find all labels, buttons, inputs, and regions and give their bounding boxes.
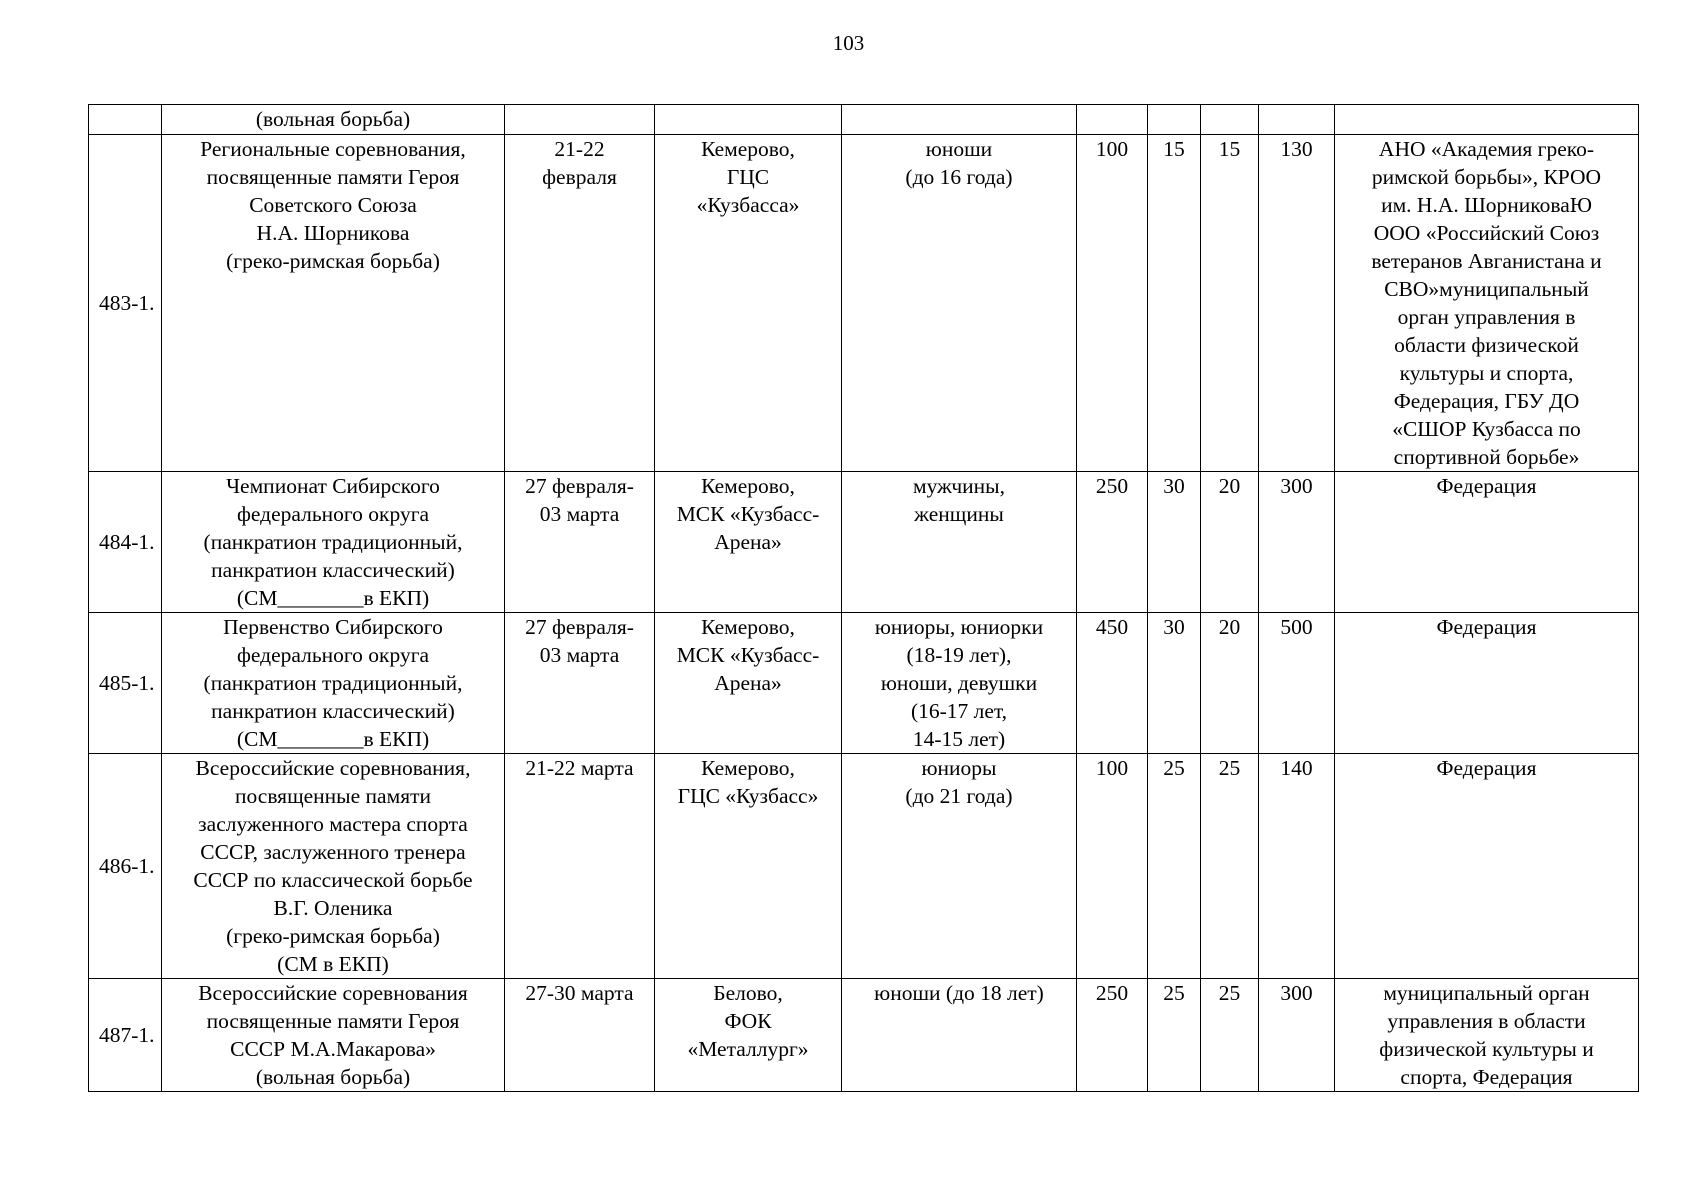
event-dates-cell: 27 февраля- 03 марта xyxy=(505,472,655,613)
event-place-cell: Кемерово, ГЦС «Кузбасса» xyxy=(655,135,842,472)
event-organizer-cell: Федерация xyxy=(1335,613,1639,754)
count-cell-3 xyxy=(1201,105,1259,135)
events-table xyxy=(88,104,1639,1092)
table-row xyxy=(89,979,1639,1092)
event-organizer-cell: муниципальный орган управления в области физической культуры и спорта, Федерация xyxy=(1335,979,1639,1092)
table-row xyxy=(89,135,1639,472)
event-name-cell: Всероссийские соревнования посвященные памяти Героя СССР М.А.Макарова» (вольная борьба) xyxy=(162,979,505,1092)
count-cell-1: 100 xyxy=(1077,754,1148,979)
event-number-cell: 486-1. xyxy=(89,754,162,979)
event-name-cell: Всероссийские соревнования, посвященные памяти заслуженного мастера спорта СССР, заслуженного тренера СССР по классической борьбе В.Г. Оленика (греко-римская борьба) (СМ в ЕКП) xyxy=(162,754,505,979)
event-place-cell: Белово, ФОК «Металлург» xyxy=(655,979,842,1092)
event-name-cell: Чемпионат Сибирского федерального округа (панкратион традиционный, панкратион классический) (СМ________в ЕКП) xyxy=(162,472,505,613)
count-cell-3: 20 xyxy=(1201,472,1259,613)
event-organizer-cell: Федерация xyxy=(1335,754,1639,979)
event-name-cell: Региональные соревнования, посвященные памяти Героя Советского Союза Н.А. Шорникова (греко-римская борьба) xyxy=(162,135,505,472)
event-participants-cell: юноши (до 18 лет) xyxy=(842,979,1077,1092)
event-number-cell xyxy=(89,105,162,135)
event-dates-cell: 27 февраля- 03 марта xyxy=(505,613,655,754)
event-place-cell: Кемерово, ГЦС «Кузбасс» xyxy=(655,754,842,979)
event-participants-cell: юниоры (до 21 года) xyxy=(842,754,1077,979)
event-name-cell: (вольная борьба) xyxy=(162,105,505,135)
event-dates-cell: 27-30 марта xyxy=(505,979,655,1092)
event-organizer-cell: АНО «Академия греко- римской борьбы», КРОО им. Н.А. ШорниковаЮ ООО «Российский Союз ветеранов Авганистана и СВО»муниципальный орган управления в области физической культуры и спорта, Федерация, ГБУ ДО «СШОР Кузбасса по спортивной борьбе» xyxy=(1335,135,1639,472)
table-row xyxy=(89,472,1639,613)
count-cell-total: 300 xyxy=(1259,472,1335,613)
table-row xyxy=(89,754,1639,979)
event-name-cell: Первенство Сибирского федерального округа (панкратион традиционный, панкратион классический) (СМ________в ЕКП) xyxy=(162,613,505,754)
count-cell-2: 15 xyxy=(1148,135,1201,472)
count-cell-1: 450 xyxy=(1077,613,1148,754)
event-organizer-cell: Федерация xyxy=(1335,472,1639,613)
count-cell-1: 250 xyxy=(1077,472,1148,613)
count-cell-2 xyxy=(1148,105,1201,135)
event-participants-cell: юниоры, юниорки (18-19 лет), юноши, девушки (16-17 лет, 14-15 лет) xyxy=(842,613,1077,754)
event-dates-cell xyxy=(505,105,655,135)
count-cell-total: 140 xyxy=(1259,754,1335,979)
event-participants-cell xyxy=(842,105,1077,135)
count-cell-total: 300 xyxy=(1259,979,1335,1092)
event-place-cell: Кемерово, МСК «Кузбасс- Арена» xyxy=(655,472,842,613)
event-dates-cell: 21-22 марта xyxy=(505,754,655,979)
event-place-cell: Кемерово, МСК «Кузбасс- Арена» xyxy=(655,613,842,754)
count-cell-2: 25 xyxy=(1148,979,1201,1092)
count-cell-3: 25 xyxy=(1201,979,1259,1092)
count-cell-3: 25 xyxy=(1201,754,1259,979)
count-cell-1 xyxy=(1077,105,1148,135)
event-place-cell xyxy=(655,105,842,135)
event-number-cell: 483-1. xyxy=(89,135,162,472)
count-cell-3: 15 xyxy=(1201,135,1259,472)
count-cell-2: 30 xyxy=(1148,613,1201,754)
count-cell-3: 20 xyxy=(1201,613,1259,754)
event-participants-cell: мужчины, женщины xyxy=(842,472,1077,613)
event-number-cell: 484-1. xyxy=(89,472,162,613)
event-number-cell: 487-1. xyxy=(89,979,162,1092)
event-dates-cell: 21-22 февраля xyxy=(505,135,655,472)
count-cell-total: 130 xyxy=(1259,135,1335,472)
event-organizer-cell xyxy=(1335,105,1639,135)
page-number: 103 xyxy=(832,31,865,55)
count-cell-2: 25 xyxy=(1148,754,1201,979)
event-participants-cell: юноши (до 16 года) xyxy=(842,135,1077,472)
count-cell-total xyxy=(1259,105,1335,135)
table-row xyxy=(89,613,1639,754)
count-cell-1: 250 xyxy=(1077,979,1148,1092)
count-cell-total: 500 xyxy=(1259,613,1335,754)
event-number-cell: 485-1. xyxy=(89,613,162,754)
count-cell-2: 30 xyxy=(1148,472,1201,613)
table-row xyxy=(89,105,1639,135)
count-cell-1: 100 xyxy=(1077,135,1148,472)
